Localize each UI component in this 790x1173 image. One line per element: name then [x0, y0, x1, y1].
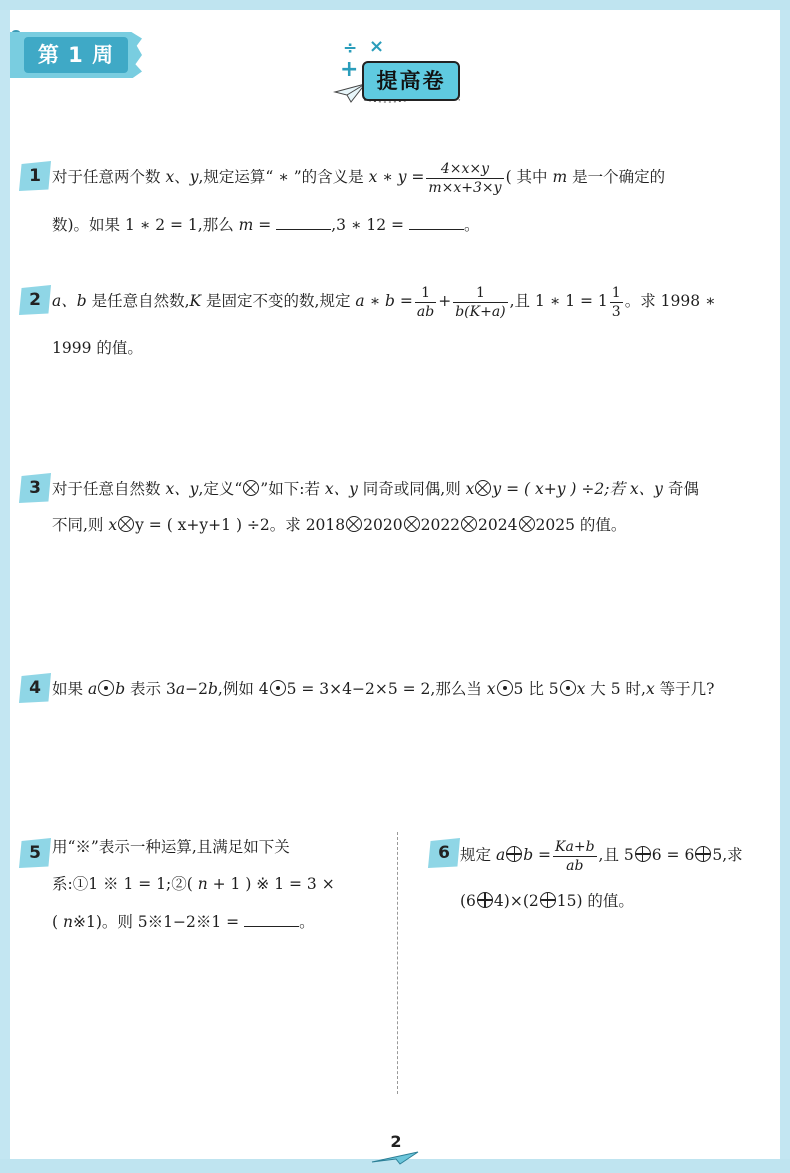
q6-expression: b =	[523, 846, 552, 864]
column-divider	[397, 832, 398, 1094]
question-number-badge	[19, 838, 51, 868]
circled-dot-icon	[98, 680, 114, 696]
circled-plus-icon	[477, 892, 493, 908]
q5-text: 。	[299, 913, 315, 931]
q4-text: −2	[185, 680, 208, 698]
q5-text: 系:①1 ※ 1 = 1;②(	[52, 875, 198, 893]
q6-fraction	[553, 838, 597, 875]
q1-text: 是一个确定的	[567, 168, 666, 186]
question-1-line-1	[52, 152, 776, 202]
q4-var-x: x	[645, 680, 655, 698]
circled-dot-icon	[560, 680, 576, 696]
multiply-symbol-icon: ×	[369, 36, 385, 57]
q2-mixed-denominator: 3	[611, 303, 621, 320]
q1-fraction-numerator: 4×x×y	[426, 160, 503, 179]
q5-var-n: n	[197, 875, 208, 893]
q5-text: ※1)。则 5※1−2※1 =	[72, 913, 245, 931]
question-2-line-2: 1999 的值。	[52, 339, 143, 357]
q1-text: 对于任意两个数	[52, 168, 166, 186]
q6-text: 5,求	[712, 846, 743, 864]
q3-var-x: x	[108, 516, 118, 534]
circled-times-icon	[118, 516, 134, 532]
q3-vars: x、y	[629, 480, 663, 498]
q3-expression: y = ( x+y+1 ) ÷2。求 2018	[135, 516, 346, 534]
q3-vars: x、y	[165, 480, 199, 498]
paper-plane-icon	[370, 1150, 420, 1166]
circled-plus-icon	[506, 846, 522, 862]
circled-dot-icon	[497, 680, 513, 696]
page-title: 提高卷	[362, 61, 460, 101]
question-3-line-2	[52, 500, 626, 550]
question-5-line-3	[52, 904, 382, 940]
q2-fraction-numerator: 1	[415, 284, 436, 303]
q2-fraction-denominator: b(K+a)	[455, 303, 506, 320]
q2-fraction-2	[453, 284, 507, 321]
q6-text: 15) 的值。	[556, 892, 634, 910]
question-5-line-2	[52, 866, 382, 902]
question-number: 3	[29, 478, 41, 498]
circled-times-icon	[519, 516, 535, 532]
page-number: 2	[390, 1132, 402, 1151]
q2-text: 是固定不变的数,规定	[201, 292, 356, 310]
q3-vars: x、y	[324, 480, 358, 498]
q3-expression: y = ( x+y ) ÷2;若	[492, 480, 630, 498]
circled-times-icon	[346, 516, 362, 532]
circled-times-icon	[404, 516, 420, 532]
q4-text: 5 比 5	[513, 680, 559, 698]
q1-text: ,3 ∗ 12 =	[331, 216, 409, 234]
q1-var-m: m	[238, 216, 254, 234]
question-number-badge	[19, 473, 51, 503]
q2-mixed-numerator: 1	[611, 284, 621, 301]
q4-text: ,例如 4	[217, 680, 269, 698]
question-number: 2	[29, 290, 41, 310]
q5-var-n: n	[62, 913, 73, 931]
question-number-badge	[19, 673, 51, 703]
q4-text: 如果	[52, 680, 88, 698]
q2-text: ,且 1 ∗ 1 = 1	[509, 292, 608, 310]
q3-var-x: x	[465, 480, 475, 498]
q4-var-a: a	[175, 680, 186, 698]
q5-text: + 1 ) ※ 1 = 3 ×	[207, 875, 335, 893]
q2-plus: +	[438, 292, 452, 310]
circled-dot-icon	[270, 680, 286, 696]
q1-text: ,规定运算“ ∗ ”的含义是	[198, 168, 369, 186]
answer-blank[interactable]	[244, 912, 299, 927]
question-number: 6	[438, 843, 450, 863]
circled-plus-icon	[635, 846, 651, 862]
q3-text: ,定义“	[198, 480, 243, 498]
q6-text: 规定	[460, 846, 496, 864]
q2-expression: a ∗ b =	[355, 292, 413, 310]
q4-var-a: a	[87, 680, 98, 698]
q1-text: 数)。如果 1 ∗ 2 = 1,那么	[52, 216, 239, 234]
q4-var-b: b	[115, 680, 126, 698]
question-number-badge	[428, 838, 460, 868]
q3-text: 奇偶	[662, 480, 699, 498]
q1-fraction	[426, 160, 503, 197]
q3-number: 2022	[420, 516, 461, 534]
q3-text: ”如下:若	[260, 480, 325, 498]
q3-number: 2025 的值。	[535, 516, 627, 534]
q4-text: 表示 3	[125, 680, 176, 698]
question-1-line-2	[52, 200, 479, 250]
q2-fraction-1	[415, 284, 436, 321]
question-2-line-1	[52, 276, 776, 326]
q3-number: 2020	[363, 516, 403, 534]
page-frame-top	[0, 0, 790, 10]
q2-text: 是任意自然数,	[86, 292, 190, 310]
q2-text: 。求 1998 ∗	[624, 292, 716, 310]
question-number: 4	[29, 678, 41, 698]
question-number-badge	[19, 161, 51, 191]
divide-symbol-icon: ÷	[343, 38, 358, 58]
q1-text: 。	[463, 216, 480, 234]
week-label: 第 1 周	[37, 43, 115, 67]
q6-var-a: a	[495, 846, 506, 864]
circled-plus-icon	[695, 846, 711, 862]
q2-fraction-denominator: ab	[416, 303, 435, 320]
answer-blank[interactable]	[276, 215, 331, 230]
q4-text: 大 5 时,	[585, 680, 646, 698]
q1-fraction-denominator: m×x+3×y	[428, 179, 502, 196]
q1-text: ( 其中	[505, 168, 553, 186]
q1-var-m: m	[552, 168, 568, 186]
q6-text: 4)×(2	[493, 892, 539, 910]
q2-mixed-fraction	[610, 284, 623, 321]
q4-var-x: x	[576, 680, 586, 698]
q4-text: 等于几?	[654, 680, 715, 698]
q1-sep: 、	[174, 168, 190, 186]
q1-text: =	[253, 216, 277, 234]
q1-var-y: y	[189, 168, 199, 186]
circled-times-icon	[475, 480, 491, 496]
question-number: 5	[29, 843, 41, 863]
q1-var-x: x	[165, 168, 175, 186]
q4-var-b: b	[207, 680, 218, 698]
circled-times-icon	[461, 516, 477, 532]
circled-plus-icon	[540, 892, 556, 908]
answer-blank[interactable]	[409, 215, 464, 230]
q3-number: 2024	[478, 516, 518, 534]
q3-text: 同奇或同偶,则	[357, 480, 466, 498]
q6-fraction-denominator: ab	[566, 857, 584, 874]
page-frame-right	[780, 0, 790, 1173]
q4-text: 5 = 3×4−2×5 = 2,那么当	[286, 680, 487, 698]
q2-fraction-numerator: 1	[453, 284, 507, 303]
q6-text: ,且 5	[598, 846, 634, 864]
q4-var-x: x	[486, 680, 496, 698]
q6-text: (6	[460, 892, 476, 910]
q2-vars: a、b	[52, 292, 87, 310]
q1-expression: x ∗ y =	[368, 168, 425, 186]
circled-times-icon	[243, 480, 259, 496]
q5-text: (	[52, 913, 63, 931]
q6-text: 6 = 6	[651, 846, 695, 864]
question-6-line-2	[460, 876, 776, 926]
plus-symbol-icon: +	[340, 57, 359, 82]
q3-text: 不同,则	[52, 516, 109, 534]
question-number: 1	[29, 166, 41, 186]
question-number-badge	[19, 285, 51, 315]
question-5-line-1: 用“※”表示一种运算,且满足如下关	[52, 838, 290, 856]
q6-fraction-numerator: Ka+b	[555, 838, 595, 855]
question-6-line-1	[460, 830, 776, 880]
q3-text: 对于任意自然数	[52, 480, 166, 498]
q2-var-k: K	[189, 292, 202, 310]
question-4-line-1	[52, 664, 776, 714]
